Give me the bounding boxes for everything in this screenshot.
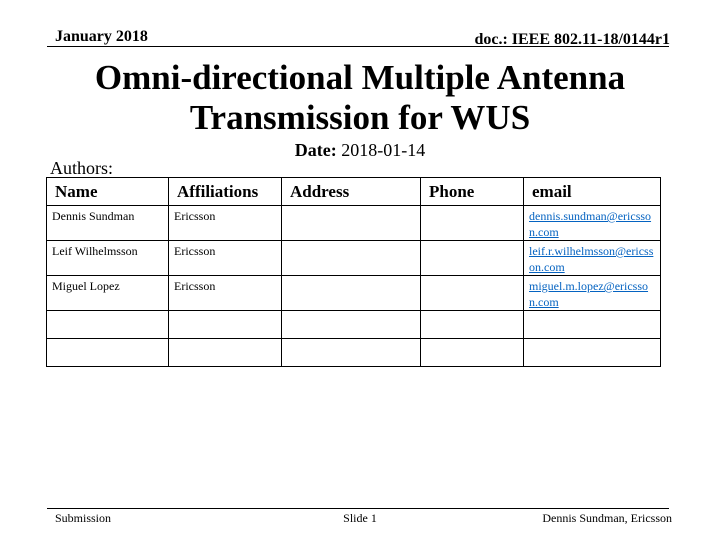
slide-title-line-1: Omni-directional Multiple Antenna xyxy=(94,58,626,97)
cell-phone xyxy=(421,311,524,339)
cell-phone xyxy=(421,206,524,241)
cell-address xyxy=(282,339,421,367)
cell-address xyxy=(282,311,421,339)
cell-phone xyxy=(421,276,524,311)
date-label: Date: xyxy=(294,140,337,160)
table-row xyxy=(47,311,661,339)
authors-table xyxy=(46,177,661,367)
email-link[interactable]: miguel.m.lopez@ericsson.com xyxy=(524,276,661,311)
header-cell-address: Address xyxy=(282,178,421,206)
cell-affiliation xyxy=(169,339,282,367)
header-doc-id: doc.: IEEE 802.11-18/0144r1 xyxy=(474,31,670,48)
table-row xyxy=(47,241,661,276)
cell-name xyxy=(47,311,169,339)
cell-affiliation: Ericsson xyxy=(169,241,282,276)
date-value: 2018-01-14 xyxy=(341,140,426,160)
footer-rule xyxy=(47,508,669,509)
table-row xyxy=(47,339,661,367)
slide-title-line-2: Transmission for WUS xyxy=(189,98,531,137)
slide-title xyxy=(0,58,720,138)
cell-name: Miguel Lopez xyxy=(47,276,169,311)
table-row xyxy=(47,276,661,311)
email-link[interactable]: dennis.sundman@ericsson.com xyxy=(524,206,661,241)
header-cell-name: Name xyxy=(47,178,169,206)
table-header-row xyxy=(47,178,661,206)
header-cell-email: email xyxy=(524,178,661,206)
footer-submission: Submission xyxy=(55,511,112,525)
table-row xyxy=(47,206,661,241)
cell-affiliation xyxy=(169,311,282,339)
footer-slide-number: Slide 1 xyxy=(343,511,377,525)
cell-affiliation: Ericsson xyxy=(169,276,282,311)
cell-name xyxy=(47,339,169,367)
authors-label: Authors: xyxy=(50,158,113,178)
header-rule xyxy=(47,46,669,47)
cell-address xyxy=(282,206,421,241)
cell-affiliation: Ericsson xyxy=(169,206,282,241)
cell-name: Leif Wilhelmsson xyxy=(47,241,169,276)
header-date: January 2018 xyxy=(55,28,148,45)
footer-author: Dennis Sundman, Ericsson xyxy=(542,511,672,525)
header-cell-affiliations: Affiliations xyxy=(169,178,282,206)
cell-phone xyxy=(421,241,524,276)
cell-address xyxy=(282,276,421,311)
cell-name: Dennis Sundman xyxy=(47,206,169,241)
header-cell-phone: Phone xyxy=(421,178,524,206)
cell-email xyxy=(524,339,661,367)
cell-email xyxy=(524,311,661,339)
cell-address xyxy=(282,241,421,276)
cell-phone xyxy=(421,339,524,367)
email-link[interactable]: leif.r.wilhelmsson@ericsson.com xyxy=(524,241,661,276)
